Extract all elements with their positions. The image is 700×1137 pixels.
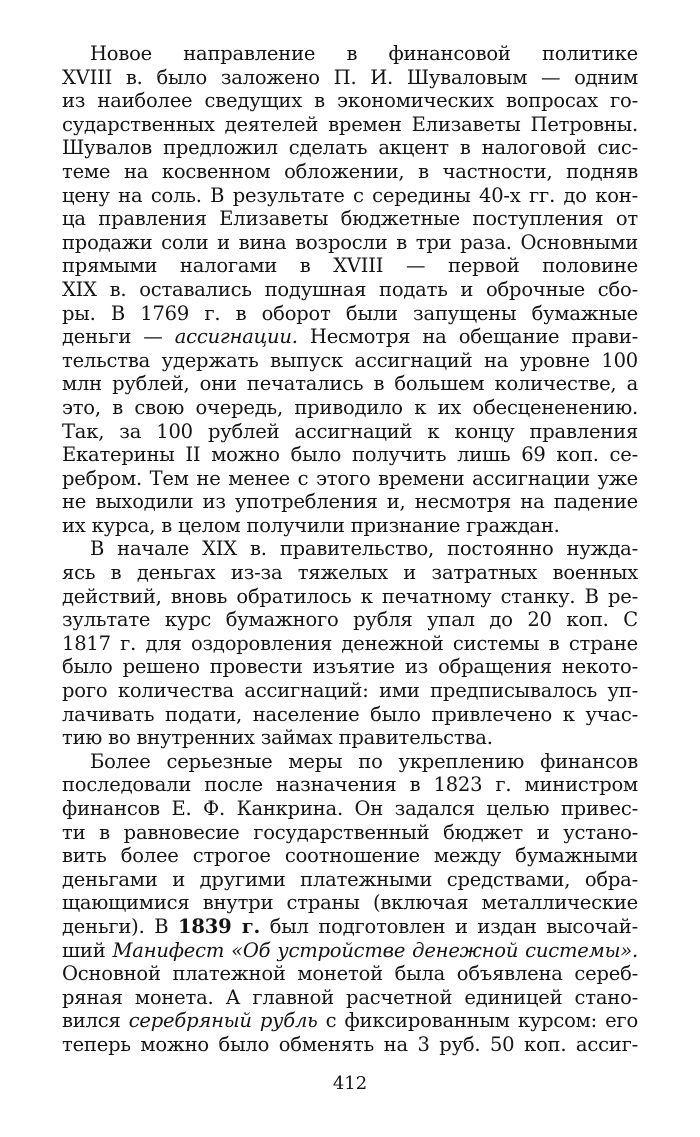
text-line [62,655,638,679]
text-line [62,184,638,208]
text-line [62,160,638,184]
text-line [62,962,638,986]
text-line [62,467,638,491]
text-run: теперь можно было обменять на 3 руб. 50 коп. ассиг- [62,1032,638,1056]
text-run: щающимися внутри страны (включая металлические [62,891,638,915]
text-line [62,821,638,845]
text-run: вить более строгое соотношение между бумажными [62,844,638,868]
text-run: продажи соли и вина возросли в три раза. Основными [62,230,638,254]
text-line [62,113,638,137]
text-line [62,679,638,703]
text-run: ший [62,938,113,962]
text-line [62,254,638,278]
italic-text: Манифест «Об устройстве денежной системы». [112,938,638,962]
text-line [62,490,638,514]
text-line [62,537,638,561]
text-run: тию во внутренних займах правительства. [62,726,493,750]
text-run: действий, вновь обратилось к печатному станку. В ре- [62,584,638,608]
text-run: Новое направление в финансовой политике [90,42,638,65]
text-run: лачивать подати, население было привлечено к учас- [62,702,638,726]
text-line [62,1033,638,1057]
text-run: из наиболее сведущих в экономических вопросах го- [62,89,638,113]
text-run: XVIII в. было заложено П. И. Шуваловым — одним [62,65,638,89]
paragraph [62,537,638,749]
text-run: это, в свою очередь, приводило к их обесцененению. [62,395,638,419]
text-run: сударственных деятелей времен Елизаветы Петровны. [62,112,638,136]
text-run: Основной платежной монетой была объявлена сереб- [62,962,638,986]
text-run: прямыми налогами в XVIII — первой половине [62,254,638,278]
text-run: Несмотря на обещание прави- [297,325,638,349]
text-run: Так, за 100 рублей ассигнаций к концу правления [62,419,638,443]
text-line [62,372,638,396]
text-line [62,561,638,585]
text-run: XIX в. оставались подушная подать и оброчные сбо- [62,277,638,301]
text-run: было решено провести изъятие из обращения некото- [62,655,638,679]
text-line [62,915,638,939]
text-run: ясь в деньгах из-за тяжелых и затратных военных [62,561,638,585]
text-run: ти в равновесие государственный бюджет и устано- [62,820,638,844]
text-run: был подготовлен и издан высочай- [260,914,638,938]
text-line [62,42,638,66]
text-line [62,278,638,302]
text-line [62,986,638,1010]
text-run: деньги — [62,325,175,349]
text-line [62,608,638,632]
text-run: последовали после назначения в 1823 г. министром [62,773,638,797]
text-line [62,844,638,868]
text-line [62,773,638,797]
text-run: зультате курс бумажного рубля упал до 20 коп. С [62,608,638,632]
text-line [62,302,638,326]
text-run: тельства удержать выпуск ассигнаций на уровне 100 [62,348,638,372]
text-line [62,231,638,255]
text-line [62,420,638,444]
text-line [62,136,638,160]
text-line [62,89,638,113]
text-line [62,939,638,963]
text-line [62,703,638,727]
text-run: ряная монета. А главной расчетной единицей стано- [62,985,638,1009]
text-run: вился [62,1009,129,1033]
page-number: 412 [332,1073,368,1094]
italic-text: серебряный рубль [128,1009,318,1033]
text-run: ца правления Елизаветы бюджетные поступления от [62,207,638,231]
text-line [62,325,638,349]
italic-text: ассигнации. [174,325,298,349]
text-run: ребром. Тем не менее с этого времени ассигнации уже [62,466,638,490]
text-run: В начале XIX в. правительство, постоянно нужда- [90,537,638,561]
text-line [62,443,638,467]
text-run: теме на косвенном обложении, в частности, подняв [62,159,638,183]
text-line [62,66,638,90]
text-line [62,1009,638,1033]
text-run: деньгами и другими платежными средствами, обра- [62,867,638,891]
text-line [62,632,638,656]
text-run: млн рублей, они печатались в большем количестве, а [62,372,638,396]
text-run: Шувалов предложил сделать акцент в налоговой сис- [62,136,638,160]
paragraph [62,42,638,537]
text-run: 1817 г. для оздоровления денежной системы в стране [62,631,638,655]
text-line [62,349,638,373]
text-run: ры. В 1769 г. в оборот были запущены бумажные [62,301,638,325]
text-line [62,797,638,821]
text-line [62,396,638,420]
text-run: не выходили из употребления и, несмотря на падение [62,490,638,514]
paragraph [62,750,638,1057]
text-run: рого количества ассигнаций: ими предписывалось уп- [62,679,638,703]
text-line [62,868,638,892]
text-run: Екатерины II можно было получить лишь 69 коп. се- [62,443,638,467]
text-run: с фиксированным курсом: его [317,1009,638,1033]
bold-text: 1839 г. [178,914,261,938]
text-run: финансов Е. Ф. Канкрина. Он задался целью привес- [62,797,638,820]
text-run: Более серьезные меры по укреплению финансов [90,749,638,773]
text-line [62,891,638,915]
text-run: их курса, в целом получили признание граждан. [62,513,560,537]
text-line [62,207,638,231]
text-run: деньги). В [62,914,178,938]
body-text [62,42,638,1057]
text-line [62,585,638,609]
text-line [62,750,638,774]
text-run: цену на соль. В результате с середины 40-х гг. до кон- [62,183,638,207]
text-line [62,726,638,750]
text-line [62,514,638,538]
